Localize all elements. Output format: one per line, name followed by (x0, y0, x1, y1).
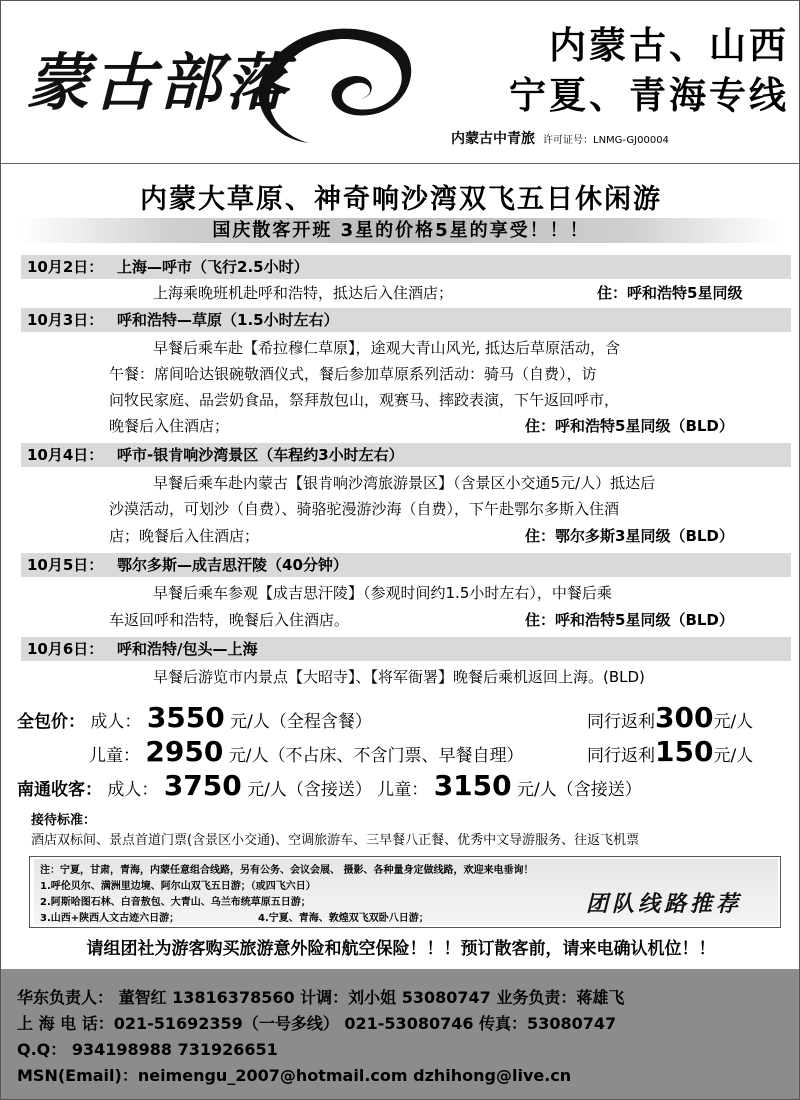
nantong-child-price: 3150 (433, 769, 512, 802)
tour-subtitle: 国庆散客开班 3星的价格5星的享受！！！ (21, 218, 781, 243)
note-line: 2.阿斯哈图石林、白音敖包、大青山、乌兰布统草原五日游； (40, 897, 311, 908)
contact-footer (1, 969, 800, 1100)
standard-text: 酒店双标间、景点首道门票(含景区小交通)、空调旅游车、三早餐八正餐、优秀中文导游服务、往返飞机票 (31, 833, 640, 848)
day-date: 10月6日： (27, 640, 104, 658)
child-rebate (587, 737, 753, 771)
price-row-full (17, 703, 372, 737)
day-desc-line: 早餐后乘车参观【成吉思汗陵】（参观时间约1.5小时左右），中餐后乘 (153, 584, 612, 602)
nantong-adult-label: 成人： (107, 780, 159, 800)
day-hotel: 住：鄂尔多斯3星同级（BLD） (525, 527, 734, 545)
adult-unit: 元/人（全程含餐） (230, 712, 372, 732)
team-recommend-badge: 团队线路推荐 (585, 891, 742, 917)
nantong-adult-price: 3750 (163, 769, 242, 802)
standard-title: 接待标准： (31, 813, 97, 828)
nantong-label: 南通收客： (17, 780, 102, 800)
child-label: 儿童： (89, 746, 140, 766)
note-line: 3.山西+陕西人文古迹六日游； (40, 913, 180, 924)
rebate-value: 150 (655, 735, 714, 768)
day-desc-line: 店；晚餐后入住酒店； (109, 527, 260, 545)
price-row-child (89, 737, 523, 771)
adult-label: 成人： (90, 712, 142, 732)
rebate-unit: 元/人 (713, 746, 754, 766)
rebate-unit: 元/人 (713, 712, 754, 732)
day-route: 呼和浩特/包头—上海 (117, 640, 258, 658)
insurance-warning: 请组团社为游客购买旅游意外险和航空保险！！！预订散客前，请来电确认机位！！ (86, 939, 716, 959)
day-route: 上海—呼市（飞行2.5小时） (117, 258, 309, 276)
day-date: 10月3日： (27, 311, 104, 329)
day-date: 10月5日： (27, 556, 104, 574)
notes-inner (34, 859, 778, 925)
day-header (21, 255, 791, 279)
day-desc-line: 晚餐后入住酒店； (109, 417, 230, 435)
adult-price: 3550 (146, 701, 225, 734)
full-price-label: 全包价： (17, 712, 85, 732)
day-desc-line: 早餐后乘车赴内蒙古【银肯响沙湾旅游景区】（含景区小交通5元/人）抵达后 (153, 474, 656, 492)
route-title (419, 21, 789, 121)
day-header (21, 553, 791, 577)
day-route: 呼和浩特—草原（1.5小时左右） (117, 311, 339, 329)
day-desc-line: 问牧民家庭、品尝奶食品，祭拜敖包山，观赛马、摔跤表演，下午返回呼市， (109, 391, 620, 409)
agency-name: 内蒙古中青旅 (451, 131, 535, 147)
day-hotel: 住：呼和浩特5星同级（BLD） (525, 417, 734, 435)
contact-line: Q.Q： 934198988 731926651 (17, 1040, 278, 1059)
notes-box (29, 856, 781, 928)
day-desc-line: 车返回呼和浩特，晚餐后入住酒店。 (109, 611, 350, 629)
day-date: 10月4日： (27, 446, 104, 464)
day-desc-line: 午餐：席间哈达银碗敬酒仪式，餐后参加草原系列活动：骑马（自费），访 (109, 365, 597, 383)
day-header (21, 443, 791, 467)
contact-line: 上 海 电 话：021-51692359（一号多线） 021-53080746 传真：53080747 (17, 1014, 617, 1033)
route-title-line1: 内蒙古、山西 (549, 24, 789, 67)
rebate-value: 300 (655, 701, 714, 734)
header (1, 1, 800, 164)
nantong-child-unit: 元/人（含接送） (517, 780, 642, 800)
day-route: 鄂尔多斯—成吉思汗陵（40分钟） (117, 556, 348, 574)
day-date: 10月2日： (27, 258, 104, 276)
note-line: 1.呼伦贝尔、满洲里边境、阿尔山双飞五日游；（或四飞六日） (40, 881, 316, 892)
tour-title: 内蒙大草原、神奇响沙湾双飞五日休闲游 (140, 184, 662, 215)
day-hotel: 住：呼和浩特5星同级 (597, 284, 743, 302)
day-desc-line: 上海乘晚班机赴呼和浩特，抵达后入住酒店； (153, 284, 454, 302)
note-line: 4.宁夏、青海、敦煌双飞双卧八日游； (258, 913, 429, 924)
agency-info (451, 128, 669, 148)
day-desc-line: 早餐后游览市内景点【大昭寺】、【将军衙署】晚餐后乘机返回上海。(BLD) (153, 668, 645, 686)
nantong-adult-unit: 元/人（含接送） (247, 780, 372, 800)
child-unit: 元/人（不占床、不含门票、早餐自理） (228, 746, 524, 766)
nantong-child-label: 儿童： (377, 780, 429, 800)
logo (19, 15, 409, 145)
child-price: 2950 (145, 735, 224, 768)
contact-line: MSN(Email)：neimengu_2007@hotmail.com dzhihong@live.cn (17, 1066, 572, 1085)
day-desc-line: 早餐后乘车赴【希拉穆仁草原】，途观大青山风光, 抵达后草原活动，含 (153, 339, 621, 357)
day-route: 呼市-银肯响沙湾景区（车程约3小时左右） (117, 446, 404, 464)
note-line: 注：宁夏，甘肃，青海，内蒙任意组合线路，另有公务、会议会展、 摄影、各种量身定做线路，欢迎来电垂询！ (40, 865, 534, 876)
logo-text: 蒙古部落 (27, 46, 292, 119)
route-title-line2: 宁夏、青海专线 (509, 74, 789, 117)
license-number: 许可证号：LNMG-GJ00004 (543, 135, 669, 146)
day-header (21, 637, 791, 661)
contact-line: 华东负责人： 董智红 13816378560 计调：刘小姐 53080747 业务负责：蒋雄飞 (17, 988, 625, 1007)
adult-rebate (587, 703, 753, 737)
price-row-nantong (17, 771, 642, 805)
day-desc-line: 沙漠活动，可划沙（自费）、骑骆驼漫游沙海（自费），下午赴鄂尔多斯入住酒 (109, 500, 620, 518)
rebate-label: 同行返利 (587, 712, 655, 732)
rebate-label: 同行返利 (587, 746, 655, 766)
day-hotel: 住：呼和浩特5星同级（BLD） (525, 611, 734, 629)
day-header (21, 308, 791, 332)
